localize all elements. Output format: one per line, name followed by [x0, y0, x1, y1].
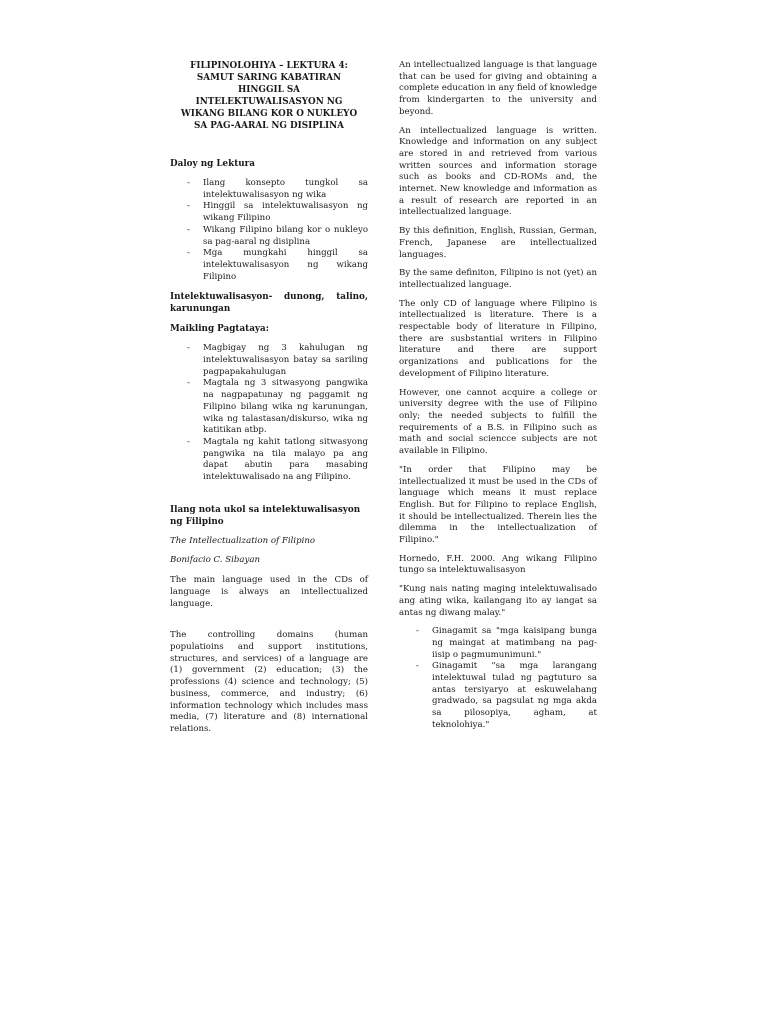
quote-list: [399, 626, 597, 731]
quote-paragraph: "In order that Filipino may be intellectualized it must be used in the CDs of language which means it must replace English. But for Filipino to replace English, it should be intellectualized. Therein lies the dilemma in the intellectualization of Filipino.": [399, 464, 597, 546]
list-item: - Ilang konsepto tungkol sa intelektuwalisasyon ng wika: [187, 178, 368, 200]
right-column: [399, 60, 597, 732]
daloy-heading: Daloy ng Lektura: [170, 159, 255, 169]
list-item: - Magtala ng kahit tatlong sitwasyong pangwika na tila malayo pa ang dapat abutin para masabing intelektuwalisado na ang Filipino.: [187, 436, 368, 483]
list-item: - Hinggil sa intelektuwalisasyon ng wikang Filipino: [187, 201, 368, 224]
paragraph: An intellectualized language is written. Knowledge and information on any subject are stored in and retrieved from various written sources and information storage such as books and CD-ROMs and, the internet. New knowledge and information as a result of research are reported in an intellectualized language.: [399, 125, 597, 218]
paragraph: The controlling domains (human populatioins and support institutions, structures, and services) of a language are (1) government (2) education; (3) the professions (4) science and technology; (5) business, commerce, and industry; (6) information technology which includes mass media, (7) literature and (8) international relations.: [170, 630, 368, 734]
maikling-list: [170, 343, 368, 483]
intel-heading: Intelektuwalisasyon- dunong, talino, karunungan: [170, 292, 368, 315]
lecture-title: FILIPINOLOHIYA – LEKTURA 4: SAMUT SARING KABATIRAN HINGGIL SA INTELEKTUWALISASYON NG WIKANG BILANG KOR O NUKLEYO SA PAG-AARAL NG DISIPLINA: [180, 61, 358, 131]
paragraph: The only CD of language where Filipino is intellectualized is literature. There is a respectable body of literature in Filipino, there are susbstantial writers in Filipino literature and there are support organizations and publications for the development of Filipino literature.: [399, 298, 597, 379]
paragraph: By this definition, English, Russian, German, French, Japanese are intellectualized languages.: [399, 226, 597, 260]
book-title: The Intellectualization of Filipino: [170, 535, 316, 546]
author-name: Bonifacio C. Sibayan: [170, 555, 261, 566]
list-item: - Mga mungkahi hinggil sa intelektuwalisasyon ng wikang Filipino: [187, 248, 368, 282]
paragraph: By the same definiton, Filipino is not (yet) an intellectualized language.: [399, 268, 597, 290]
list-item: - Magtala ng 3 sitwasyong pangwika na nagpapatunay ng paggamit ng Filipino bilang wika ng karunungan, wika ng talastasan/diskurso, wika ng katitikan atbp.: [187, 378, 368, 436]
list-item: - Ginagamit "sa mga larangang intelektuwal tulad ng pagtuturo sa antas tersiyaryo at eskuwelahang gradwado, sa pagsulat ng mga akda sa pilosopiya, agham, at teknolohiya.": [416, 661, 597, 730]
left-column: [170, 60, 368, 736]
list-item: - Magbigay ng 3 kahulugan ng intelektuwalisasyon batay sa sariling pagpapakahulugan: [187, 343, 368, 377]
paragraph: An intellectualized language is that language that can be used for giving and obtaining a complete education in any field of knowledge from kindergarten to the university and beyond.: [399, 60, 597, 117]
quote-paragraph: "Kung nais nating maging intelektuwalisado ang ating wika, kailangang ito ay iangat sa antas ng diwang malay.": [399, 584, 597, 618]
nota-heading: Ilang nota ukol sa intelektuwalisasyon ng Filipino: [170, 504, 361, 527]
paragraph: The main language used in the CDs of language is always an intellectualized language.: [170, 575, 368, 609]
list-item: - Wikang Filipino bilang kor o nukleyo sa pag-aaral ng disiplina: [187, 224, 368, 247]
paragraph: However, one cannot acquire a college or university degree with the use of Filipino only; the needed subjects to fulfill the requirements of a B.S. in Filipino such as math and social sciencce subjects are not available in Filipino.: [399, 387, 597, 457]
citation: Hornedo, F.H. 2000. Ang wikang Filipino tungo sa intelektuwalisasyon: [399, 553, 597, 576]
daloy-list: [170, 178, 368, 283]
maikling-heading: Maikling Pagtataya:: [170, 324, 269, 335]
list-item: - Ginagamit sa "mga kaisipang bunga ng maingat at matimbang na pag-iisip o pagmumunimuni.": [416, 626, 597, 660]
